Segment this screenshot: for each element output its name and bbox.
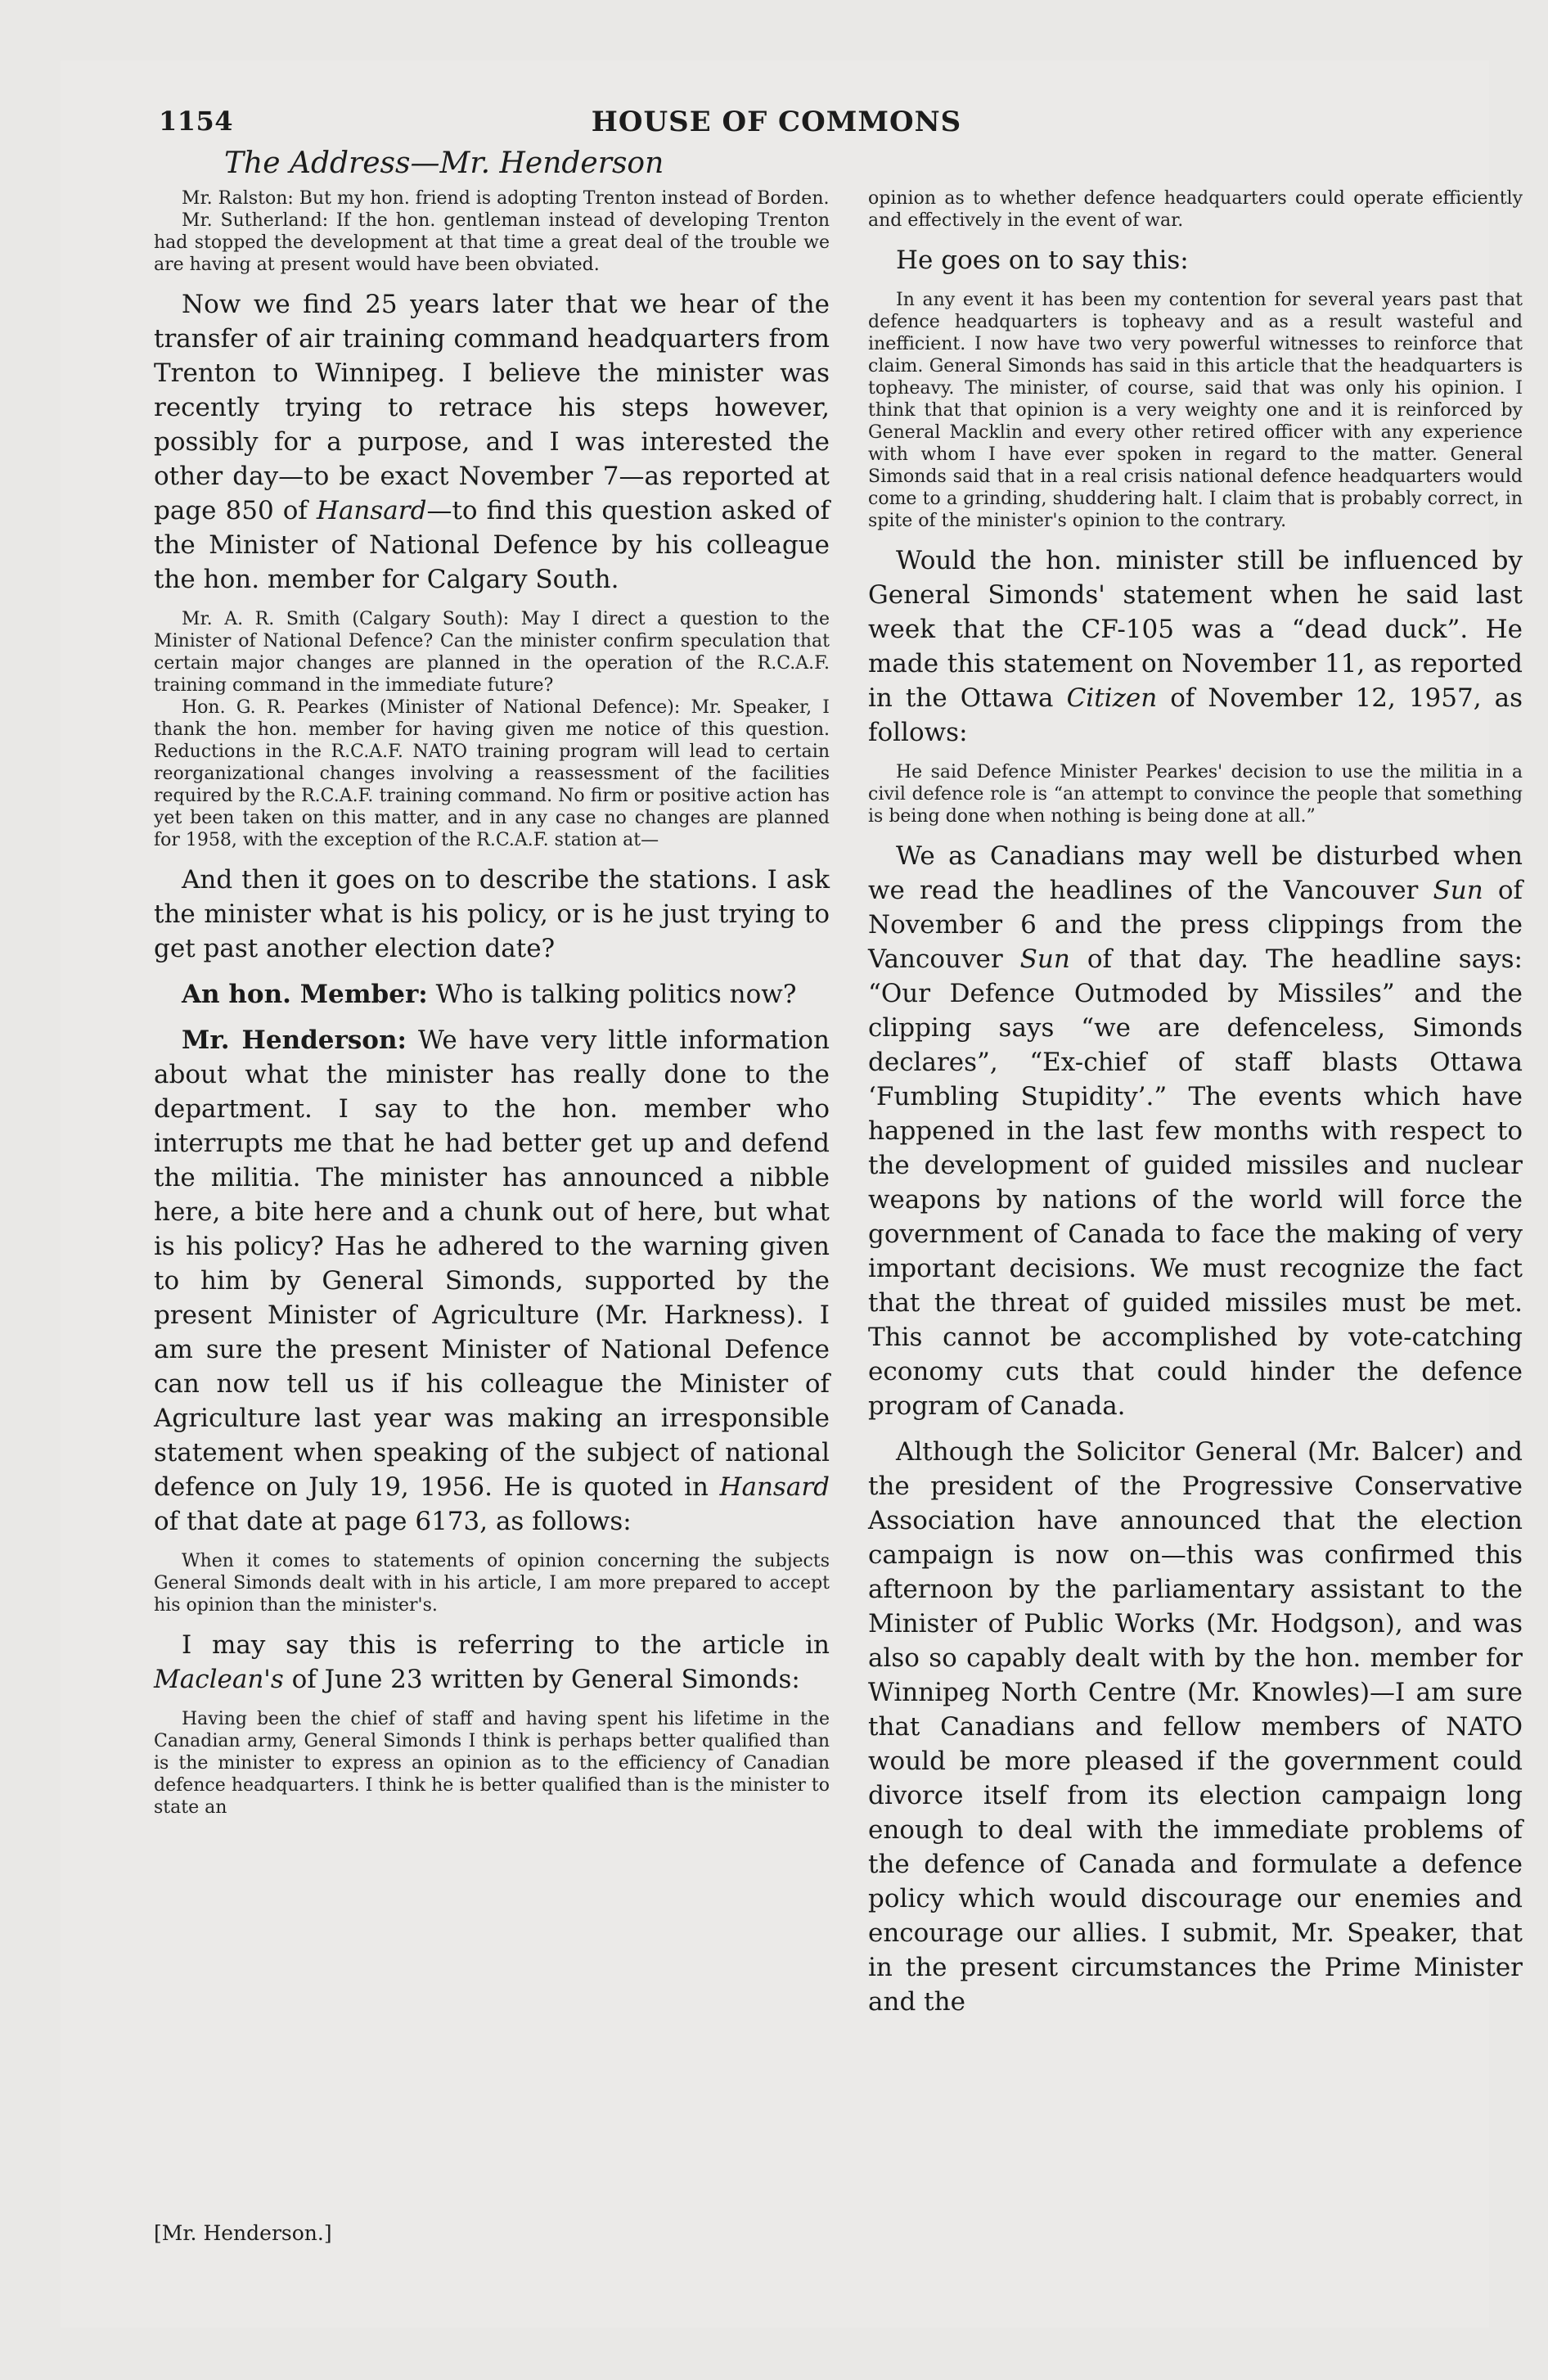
text: Now we find 25 years later that we hear of the transfer of air training command headquarters from Trenton to Winnipeg. I believe the minister was recently trying to retrace his steps however, possibly for a purpose, and I was interested the other day—to be exact November 7—as reported at page 850 of: [154, 290, 830, 525]
block-quote: He said Defence Minister Pearkes' decision to use the militia in a civil defence role is “an attempt to convince the people that something is being done when nothing is being done at all.”: [868, 762, 1523, 827]
italic-text: Citizen: [1066, 683, 1158, 713]
text: I may say this is referring to the article in: [182, 1630, 830, 1660]
italic-text: Sun: [1433, 876, 1483, 905]
paragraph: [154, 1023, 830, 1539]
speaker-name: An hon. Member:: [182, 980, 428, 1009]
paragraph: He goes on to say this:: [896, 246, 1189, 275]
text: of that day. The headline says: “Our Defence Outmoded by Missiles” and the clipping says “we are defenceless, Simonds declares”, “Ex-chief of staff blasts Ottawa ‘Fumbling Stupidity’.” The events which have happened in the last few months with respect to the development of guided missiles and nuclear weapons by nations of the world will force the government of Canada to face the making of very important decisions. We must recognize the fact that the threat of guided missiles must be met. This cannot be accomplished by vote-catching economy cuts that could hinder the defence program of Canada.: [868, 944, 1523, 1421]
text: We have very little information about what the minister has really done to the department. I say to the hon. member who interrupts me that he had better get up and defend the militia. The minister has announced a nibble here, a bite here and a chunk out of here, but what is his policy? Has he adhered to the warning given to him by General Simonds, supported by the present Minister of Agriculture (Mr. Harkness). I am sure the present Minister of National Defence can now tell us if his colleague the Minister of Agriculture last year was making an irresponsible statement when speaking of the subject of national defence on July 19, 1956. He is quoted in: [154, 1025, 830, 1502]
paragraph: [154, 1628, 830, 1697]
paragraph: And then it goes on to describe the stations. I ask the minister what is his policy, or is he just trying to get past another election date?: [154, 865, 830, 963]
paragraph: Hon. G. R. Pearkes (Minister of National Defence): Mr. Speaker, I thank the hon. member for having given me notice of this question. Reductions in the R.C.A.F. NATO training program will lead to certain reorganizational changes involving a reassessment of the facilities required by the R.C.A.F. training command. No firm or positive action has yet been taken on this matter, and in any case no changes are planned for 1958, with the exception of the R.C.A.F. station at—: [154, 697, 830, 850]
paragraph: Mr. A. R. Smith (Calgary South): May I direct a question to the Minister of National Defence? Can the minister confirm speculation that certain major changes are planned in the operation of the R.C.A.F. training command in the immediate future?: [154, 609, 830, 696]
paragraph: Mr. Ralston: But my hon. friend is adopting Trenton instead of Borden.: [182, 188, 830, 209]
text: of that date at page 6173, as follows:: [154, 1507, 632, 1536]
paragraph: [154, 977, 830, 1012]
text: We as Canadians may well be disturbed when we read the headlines of the Vancouver: [868, 841, 1523, 905]
text: —to find this question asked of the Minister of National Defence by his colleague the hon. member for Calgary South.: [154, 496, 830, 594]
italic-text: Maclean's: [154, 1665, 284, 1694]
paragraph: [154, 287, 830, 597]
running-subtitle: The Address—Mr. Henderson: [224, 146, 664, 180]
block-quote: In any event it has been my contention for several years past that defence headquarters is topheavy and as a result wasteful and inefficient. I now have two very powerful witnesses to reinforce that claim. General Simonds has said in this article that the headquarters is topheavy. The minister, of course, said that was only his opinion. I think that that opinion is a very weighty one and it is reinforced by General Macklin and every other retired officer with any experience with whom I have ever spoken in regard to the matter. General Simonds said that in a real crisis national defence headquarters would come to a grinding, shuddering halt. I claim that is probably correct, in spite of the minister's opinion to the contrary.: [868, 290, 1523, 531]
block-quote: Having been the chief of staff and having spent his lifetime in the Canadian army, General Simonds I think is perhaps better qualified than is the minister to express an opinion as to the efficiency of Canadian defence headquarters. I think he is better qualified than is the minister to state an: [154, 1709, 830, 1818]
paragraph: [868, 839, 1523, 1423]
left-column: [154, 187, 830, 1819]
text: Would the hon. minister still be influenced by General Simonds' statement when he said last week that the CF-105 was a “dead duck”. He made this statement on November 11, as reported in the Ottawa: [868, 546, 1523, 713]
document-page: [61, 61, 1523, 2328]
footer-speaker-ref: [Mr. Henderson.]: [154, 2221, 332, 2245]
block-quote-continued: opinion as to whether defence headquarters could operate efficiently and effectively in the event of war.: [868, 188, 1523, 231]
page-number: 1154: [159, 106, 234, 137]
block-quote: When it comes to statements of opinion concerning the subjects General Simonds dealt with in his article, I am more prepared to accept his opinion than the minister's.: [154, 1551, 830, 1616]
italic-text: Hansard: [316, 496, 427, 525]
italic-text: Hansard: [719, 1472, 830, 1502]
page-title: HOUSE OF COMMONS: [591, 106, 962, 138]
paragraph: Although the Solicitor General (Mr. Balcer) and the president of the Progressive Conservative Association have announced that the election campaign is now on—this was confirmed this afternoon by the parliamentary assistant to the Minister of Public Works (Mr. Hodgson), and was also so capably dealt with by the hon. member for Winnipeg North Centre (Mr. Knowles)—I am sure that Canadians and fellow members of NATO would be more pleased if the government could divorce itself from its election campaign long enough to deal with the immediate problems of the defence of Canada and formulate a defence policy which would discourage our enemies and encourage our allies. I submit, Mr. Speaker, that in the present circumstances the Prime Minister and the: [868, 1437, 1523, 2017]
text: Who is talking politics now?: [427, 980, 797, 1009]
text: of June 23 written by General Simonds:: [283, 1665, 800, 1694]
paragraph: Mr. Sutherland: If the hon. gentleman instead of developing Trenton had stopped the development at that time a great deal of the trouble we are having at present would have been obviated.: [154, 210, 830, 275]
italic-text: Sun: [1019, 944, 1070, 974]
text: of November 6 and the press clippings from the Vancouver: [868, 876, 1523, 974]
paragraph: [868, 543, 1523, 750]
right-column: [868, 187, 1523, 2019]
speaker-name: Mr. Henderson:: [182, 1025, 407, 1055]
text: of November 12, 1957, as follows:: [868, 683, 1523, 747]
